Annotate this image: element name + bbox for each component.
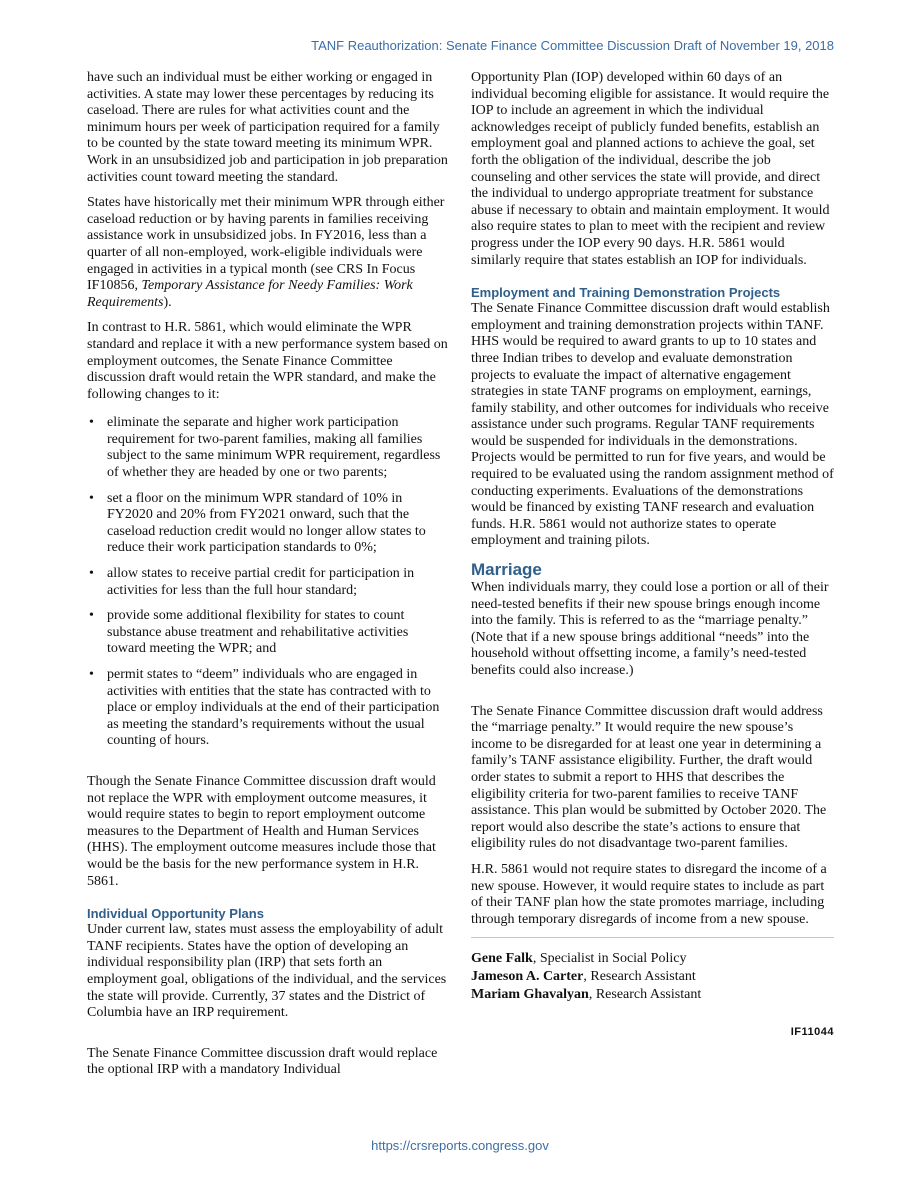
paragraph: The Senate Finance Committee discussion draft would establish employment and training demonstration projects within TANF. HHS would be required to award grants to up to 10 states and three Indian tribes to develop and evaluate demonstration projects to evaluate the impact of alternative engagement strategies in state TANF programs on employment, earnings, family stability, and other outcomes for individuals who receive assistance under such programs. Regular TANF requirements would be suspended for individuals in the demonstrations. Projects would be permitted to run for five years, and would be required to be evaluated using the random assignment method of conducting experiments. Evaluations of the demonstrations would be financed by existing TANF research and evaluation funds. H.R. 5861 would not authorize states to operate employment and training pilots. [471, 301, 834, 549]
running-header: TANF Reauthorization: Senate Finance Committee Discussion Draft of November 19, 2018 [311, 38, 834, 53]
paragraph-text: ). [163, 294, 172, 310]
paragraph: Opportunity Plan (IOP) developed within 60 days of an individual becoming eligible for assistance. It would require the IOP to include an agreement in which the individual acknowledges receipt of publicly funded benefits, establish an employment goal and planned actions to achieve the goal, set forth the obligation of the individual, describe the job counseling and other services the state will provide, and direct the individual to undergo appropriate treatment for substance abuse if necessary to obtain and maintain employment. It would also require states to plan to meet with the recipient and review progress under the IOP every 90 days. H.R. 5861 would similarly require that states establish an IOP for individuals. [471, 70, 830, 268]
bullet-icon: • [89, 566, 94, 582]
paragraph: H.R. 5861 would not require states to disregard the income of a new spouse. However, it would require states to include as part of their TANF plan how the state promotes marriage, including through temporary disregards of income from a new spouse. [471, 861, 827, 927]
paragraph-text: States have historically met their minimum WPR through either caseload reduction or by having parents in families receiving assistance work in unsubsidized jobs. In FY2016, less than a quarter of all non-employed, work-eligible individuals were engaged in activities in a typical month (see CRS In Focus IF10856, [87, 195, 445, 294]
list-item-text: allow states to receive partial credit for participation in activities for less than the full hour standard; [107, 566, 415, 598]
document-id: IF11044 [790, 1026, 834, 1039]
paragraph: When individuals marry, they could lose a portion or all of their need-tested benefits if their new spouse brings enough income into the family. This is referred to as the “marriage penalty.” (Note that if a new spouse brings additional “needs” into the household without offsetting income, a family’s need-tested benefits could also increase.) [471, 580, 829, 678]
author-line [471, 950, 834, 968]
report-title-italic: Temporary Assistance for Needy Families: Work Requirements [87, 278, 413, 310]
author-role: , Research Assistant [588, 987, 702, 1003]
right-column [471, 70, 834, 1041]
list-item [87, 608, 449, 658]
bullet-icon: • [89, 415, 94, 431]
bullet-icon: • [89, 667, 94, 682]
author-name: Jameson A. Carter [471, 969, 584, 985]
author-line [471, 986, 834, 1004]
author-role: , Research Assistant [583, 969, 696, 985]
paragraph: In contrast to H.R. 5861, which would eliminate the WPR standard and replace it with a new performance system based on employment outcomes, the Senate Finance Committee discussion draft would retain the WPR standard, and make the following changes to it: [87, 320, 448, 402]
paragraph: The Senate Finance Committee discussion draft would address the “marriage penalty.” It would require the new spouse’s income to be disregarded for at least one year in determining a family’s TANF assistance eligibility. Further, the draft would order states to submit a report to HHS that describes the eligibility criteria for two-parent families to receive TANF assistance. This plan would be submitted by October 2020. The report would also describe the state’s actions to ensure that eligibility rules do not disadvantage two-parent families. [471, 703, 827, 852]
author-name: Mariam Ghavalyan [471, 987, 589, 1003]
author-divider [471, 937, 834, 938]
bullet-icon: • [89, 608, 94, 624]
list-item-text: eliminate the separate and higher work participation requirement for two-parent families, making all families subject to the same minimum WPR requirement, regardless of whether they are headed by one or two parents; [107, 415, 441, 481]
paragraph [87, 195, 449, 311]
list-item-text: set a floor on the minimum WPR standard of 10% in FY2020 and 20% from FY2021 onward, such that the caseload reduction credit would no longer allow states to reduce their work participation standards to 0%; [107, 490, 426, 556]
author-line [471, 968, 834, 986]
list-item [87, 667, 449, 750]
section-heading-demonstrations: Employment and Training Demonstration Projects [471, 285, 781, 301]
paragraph: Though the Senate Finance Committee discussion draft would not replace the WPR with employment outcome measures, it would require states to begin to report employment outcome measures to the Department of Health and Human Services (HHS). The employment outcome measures include those that would be the basis for the new performance system in H.R. 5861. [87, 773, 436, 889]
list-item [87, 491, 449, 557]
section-heading-iop: Individual Opportunity Plans [87, 906, 264, 922]
paragraph: The Senate Finance Committee discussion draft would replace the optional IRP with a mandatory Individual [87, 1045, 438, 1078]
left-column [87, 70, 449, 1088]
changes-list [87, 415, 449, 750]
paragraph: Under current law, states must assess the employability of adult TANF recipients. States have the option of developing an individual responsibility plan (IRP) that sets forth an employment goal, obligations of the individual, and the services the state will provide. Currently, 37 states and the District of Columbia have an IRP requirement. [87, 922, 447, 1021]
list-item [87, 415, 449, 481]
list-item-text: permit states to “deem” individuals who are engaged in activities with entities that the state has contracted with to place or employ individuals at the end of their participation as meeting the standard’s requirements without the usual counting of hours. [107, 667, 440, 749]
author-name: Gene Falk [471, 951, 533, 967]
list-item [87, 566, 449, 599]
author-role: , Specialist in Social Policy [532, 951, 687, 967]
footer-link[interactable]: https://crsreports.congress.gov [371, 1138, 549, 1153]
section-heading-marriage: Marriage [471, 560, 542, 580]
list-item-text: provide some additional flexibility for states to count substance abuse treatment and rehabilitative activities toward meeting the WPR; and [107, 608, 409, 657]
bullet-icon: • [89, 490, 94, 506]
paragraph: have such an individual must be either working or engaged in activities. A state may lower these percentages by reducing its caseload. There are rules for what activities count and the minimum hours per week of participation required for a family to be counted by the state toward meeting its minimum WPR. Work in an unsubsidized job and participation in job preparation activities count toward meeting the standard. [87, 70, 448, 185]
